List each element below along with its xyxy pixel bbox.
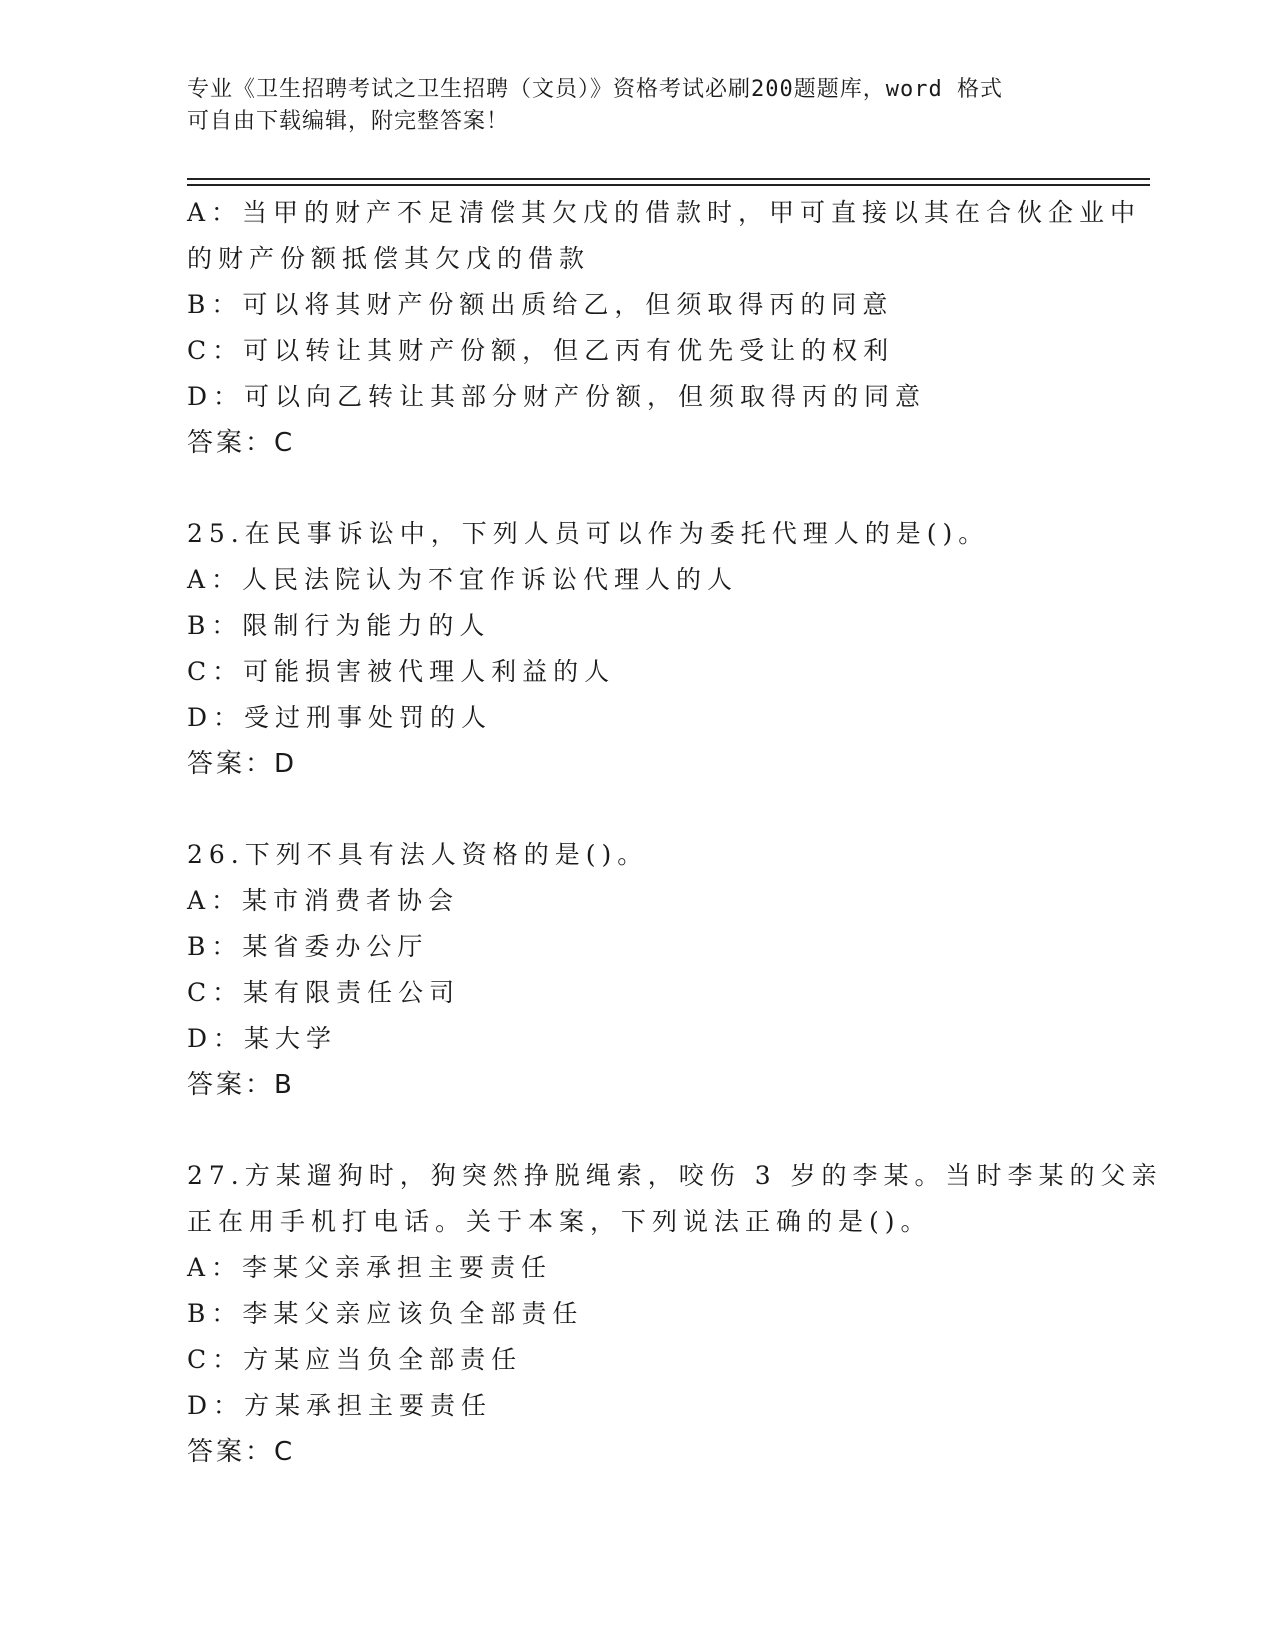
q24-option-b: B：可以将其财产份额出质给乙，但须取得丙的同意	[187, 290, 894, 319]
q27-answer: 答案：C	[187, 1437, 296, 1467]
q26-option-c: C：某有限责任公司	[187, 978, 461, 1007]
document-header	[187, 74, 1087, 138]
q27-question-line2: 正在用手机打电话。关于本案，下列说法正确的是()。	[187, 1207, 932, 1236]
q27-option-a: A：李某父亲承担主要责任	[187, 1253, 553, 1282]
spacer	[187, 466, 1087, 511]
header-divider-bottom	[187, 184, 1150, 186]
q26-option-d: D：某大学	[187, 1024, 338, 1053]
q27-question-line1: 27.方某遛狗时，狗突然挣脱绳索，咬伤 3 岁的李某。当时李某的父亲	[187, 1161, 1163, 1190]
q24-option-a-line2: 的财产份额抵偿其欠戊的借款	[187, 244, 591, 273]
q27-option-c: C：方某应当负全部责任	[187, 1345, 523, 1374]
spacer	[187, 787, 1087, 832]
q24-option-a-line1: A：当甲的财产不足清偿其欠戊的借款时，甲可直接以其在合伙企业中	[187, 198, 1142, 227]
q27-option-d: D：方某承担主要责任	[187, 1391, 493, 1420]
q26-option-b: B：某省委办公厅	[187, 932, 429, 961]
q26-question: 26.下列不具有法人资格的是()。	[187, 840, 649, 869]
q25-option-c: C：可能损害被代理人利益的人	[187, 657, 616, 686]
q24-answer: 答案：C	[187, 428, 296, 458]
q25-answer: 答案：D	[187, 749, 298, 779]
q27-option-b: B：李某父亲应该负全部责任	[187, 1299, 584, 1328]
header-divider-top	[187, 178, 1150, 180]
q25-question: 25.在民事诉讼中，下列人员可以作为委托代理人的是()。	[187, 519, 990, 548]
spacer	[187, 1108, 1087, 1153]
question-24-block	[187, 190, 1142, 466]
header-title-line1: 专业《卫生招聘考试之卫生招聘（文员）》资格考试必刷200题题库，word 格式	[187, 77, 1003, 102]
q25-option-a: A：人民法院认为不宜作诉讼代理人的人	[187, 565, 739, 594]
q24-option-c: C：可以转让其财产份额，但乙丙有优先受让的权利	[187, 336, 895, 365]
question-list	[187, 190, 1163, 1475]
header-title-line2: 可自由下载编辑，附完整答案！	[187, 109, 510, 134]
question-25-block	[187, 511, 1087, 787]
q26-answer: 答案：B	[187, 1070, 295, 1100]
q24-option-d: D：可以向乙转让其部分财产份额，但须取得丙的同意	[187, 382, 927, 411]
q25-option-b: B：限制行为能力的人	[187, 611, 491, 640]
q26-option-a: A：某市消费者协会	[187, 886, 460, 915]
q25-option-d: D：受过刑事处罚的人	[187, 703, 493, 732]
question-27-block	[187, 1153, 1163, 1475]
question-26-block	[187, 832, 1087, 1108]
